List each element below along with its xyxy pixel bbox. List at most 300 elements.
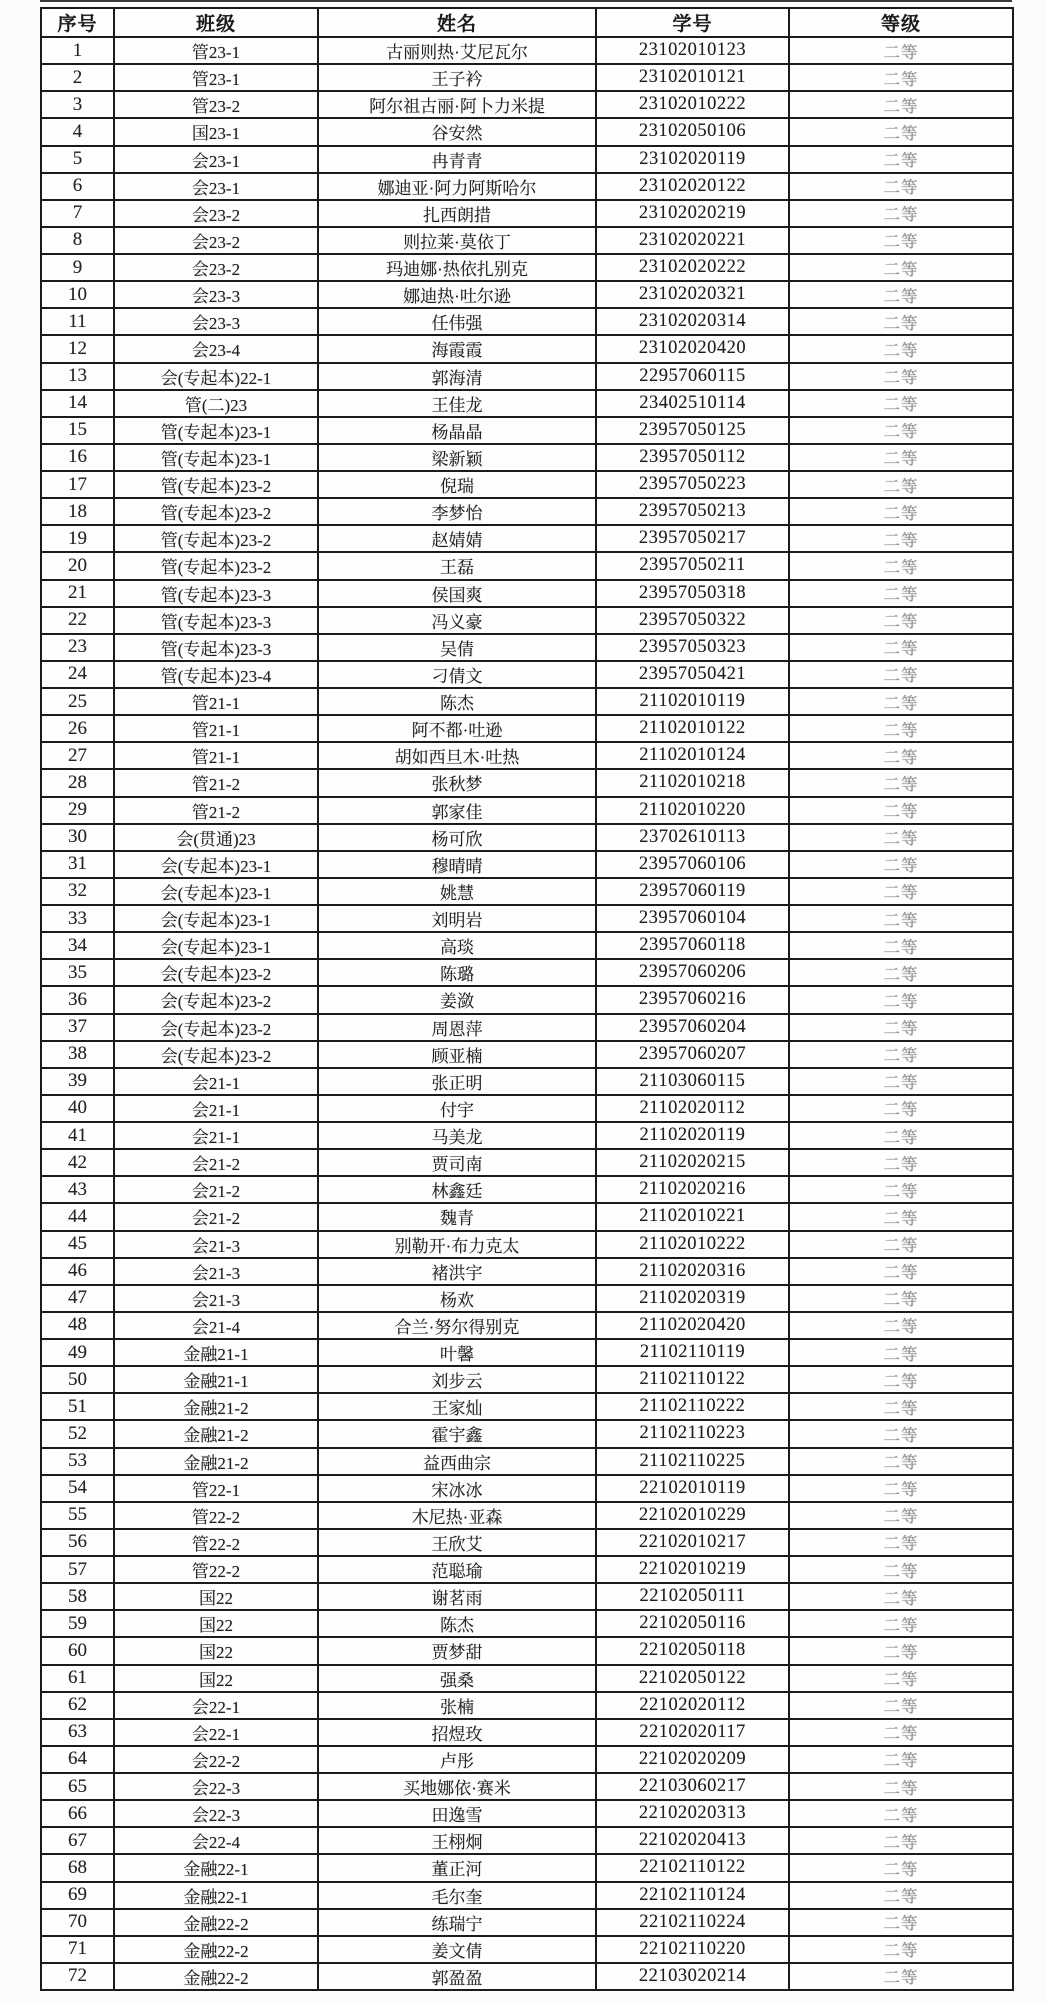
student-name-cell: 王欣艾 xyxy=(318,1529,596,1556)
row-index-cell: 41 xyxy=(41,1122,114,1149)
student-id-cell: 21102110122 xyxy=(596,1366,789,1393)
student-id-cell: 21102110222 xyxy=(596,1393,789,1420)
class-cell: 管(专起本)23-2 xyxy=(114,498,318,525)
student-name-cell: 杨晶晶 xyxy=(318,417,596,444)
grade-cell: 二等 xyxy=(789,1854,1013,1881)
row-index-cell: 4 xyxy=(41,118,114,145)
table-row xyxy=(41,1149,1013,1176)
student-id-cell: 23957050125 xyxy=(596,417,789,444)
row-index-cell: 30 xyxy=(41,824,114,851)
table-row xyxy=(41,1909,1013,1936)
table-row xyxy=(41,91,1013,118)
student-id-cell: 21102010221 xyxy=(596,1203,789,1230)
grade-cell: 二等 xyxy=(789,1719,1013,1746)
row-index-cell: 70 xyxy=(41,1909,114,1936)
table-header-row xyxy=(41,8,1013,37)
class-cell: 金融21-1 xyxy=(114,1339,318,1366)
row-index-cell: 10 xyxy=(41,281,114,308)
table-row xyxy=(41,1637,1013,1664)
student-id-cell: 22102020209 xyxy=(596,1746,789,1773)
table-row xyxy=(41,444,1013,471)
row-index-cell: 65 xyxy=(41,1773,114,1800)
row-index-cell: 50 xyxy=(41,1366,114,1393)
table-row xyxy=(41,878,1013,905)
table-row xyxy=(41,552,1013,579)
class-cell: 会21-3 xyxy=(114,1231,318,1258)
class-cell: 会21-2 xyxy=(114,1203,318,1230)
student-id-cell: 21102020215 xyxy=(596,1149,789,1176)
student-id-cell: 21102110225 xyxy=(596,1448,789,1475)
table-row xyxy=(41,1312,1013,1339)
table-row xyxy=(41,1773,1013,1800)
row-index-cell: 56 xyxy=(41,1529,114,1556)
grade-cell: 二等 xyxy=(789,173,1013,200)
student-name-cell: 张楠 xyxy=(318,1692,596,1719)
class-cell: 管23-1 xyxy=(114,64,318,91)
student-name-cell: 姜文倩 xyxy=(318,1936,596,1963)
row-index-cell: 66 xyxy=(41,1800,114,1827)
class-cell: 管21-1 xyxy=(114,688,318,715)
grade-cell: 二等 xyxy=(789,471,1013,498)
table-row xyxy=(41,1285,1013,1312)
class-cell: 会23-4 xyxy=(114,335,318,362)
table-row xyxy=(41,607,1013,634)
table-row xyxy=(41,1827,1013,1854)
grade-cell: 二等 xyxy=(789,851,1013,878)
student-name-cell: 毛尔奎 xyxy=(318,1882,596,1909)
row-index-cell: 25 xyxy=(41,688,114,715)
student-name-cell: 刘明岩 xyxy=(318,905,596,932)
row-index-cell: 22 xyxy=(41,607,114,634)
student-id-cell: 22957060115 xyxy=(596,363,789,390)
table-row xyxy=(41,1014,1013,1041)
student-id-cell: 23957060206 xyxy=(596,959,789,986)
class-cell: 会23-3 xyxy=(114,281,318,308)
class-cell: 会22-1 xyxy=(114,1719,318,1746)
class-cell: 管22-2 xyxy=(114,1529,318,1556)
student-id-cell: 23957050223 xyxy=(596,471,789,498)
student-name-cell: 梁新颖 xyxy=(318,444,596,471)
student-name-cell: 冯义豪 xyxy=(318,607,596,634)
grade-cell: 二等 xyxy=(789,498,1013,525)
student-name-cell: 叶馨 xyxy=(318,1339,596,1366)
table-row xyxy=(41,742,1013,769)
table-row xyxy=(41,525,1013,552)
header-cell-class: 班级 xyxy=(114,8,318,37)
student-id-cell: 21102020319 xyxy=(596,1285,789,1312)
row-index-cell: 53 xyxy=(41,1448,114,1475)
row-index-cell: 54 xyxy=(41,1475,114,1502)
student-name-cell: 王佳龙 xyxy=(318,390,596,417)
grade-cell: 二等 xyxy=(789,281,1013,308)
row-index-cell: 37 xyxy=(41,1014,114,1041)
table-row xyxy=(41,1203,1013,1230)
student-id-cell: 22102020413 xyxy=(596,1827,789,1854)
grade-cell: 二等 xyxy=(789,227,1013,254)
student-name-cell: 贾梦甜 xyxy=(318,1637,596,1664)
class-cell: 会22-1 xyxy=(114,1692,318,1719)
table-row xyxy=(41,281,1013,308)
student-name-cell: 王磊 xyxy=(318,552,596,579)
row-index-cell: 24 xyxy=(41,661,114,688)
grade-cell: 二等 xyxy=(789,959,1013,986)
student-name-cell: 穆晴晴 xyxy=(318,851,596,878)
grade-cell: 二等 xyxy=(789,1312,1013,1339)
class-cell: 管(专起本)23-3 xyxy=(114,634,318,661)
student-name-cell: 付宇 xyxy=(318,1095,596,1122)
student-id-cell: 22102050118 xyxy=(596,1637,789,1664)
student-name-cell: 陈璐 xyxy=(318,959,596,986)
table-row xyxy=(41,959,1013,986)
table-row xyxy=(41,363,1013,390)
student-name-cell: 谢茗雨 xyxy=(318,1583,596,1610)
class-cell: 金融22-2 xyxy=(114,1909,318,1936)
class-cell: 金融21-2 xyxy=(114,1420,318,1447)
student-name-cell: 娜迪亚·阿力阿斯哈尔 xyxy=(318,173,596,200)
class-cell: 管(专起本)23-3 xyxy=(114,580,318,607)
grade-cell: 二等 xyxy=(789,363,1013,390)
student-id-cell: 23102020321 xyxy=(596,281,789,308)
grade-cell: 二等 xyxy=(789,1610,1013,1637)
student-name-cell: 褚洪宇 xyxy=(318,1258,596,1285)
grade-cell: 二等 xyxy=(789,1122,1013,1149)
row-index-cell: 21 xyxy=(41,580,114,607)
class-cell: 会(专起本)23-1 xyxy=(114,932,318,959)
student-id-cell: 23957050323 xyxy=(596,634,789,661)
student-id-cell: 23957060106 xyxy=(596,851,789,878)
table-row xyxy=(41,118,1013,145)
grade-cell: 二等 xyxy=(789,1529,1013,1556)
student-name-cell: 顾亚楠 xyxy=(318,1041,596,1068)
grade-cell: 二等 xyxy=(789,1475,1013,1502)
row-index-cell: 7 xyxy=(41,200,114,227)
grade-cell: 二等 xyxy=(789,1692,1013,1719)
student-award-table xyxy=(40,7,1014,1991)
table-row xyxy=(41,1122,1013,1149)
student-name-cell: 杨欢 xyxy=(318,1285,596,1312)
student-id-cell: 22102010219 xyxy=(596,1556,789,1583)
class-cell: 会(专起本)23-2 xyxy=(114,1014,318,1041)
grade-cell: 二等 xyxy=(789,335,1013,362)
row-index-cell: 31 xyxy=(41,851,114,878)
class-cell: 国22 xyxy=(114,1665,318,1692)
table-row xyxy=(41,227,1013,254)
student-name-cell: 合兰·努尔得别克 xyxy=(318,1312,596,1339)
table-row xyxy=(41,1068,1013,1095)
class-cell: 金融22-1 xyxy=(114,1882,318,1909)
header-cell-name: 姓名 xyxy=(318,8,596,37)
table-row xyxy=(41,335,1013,362)
class-cell: 管22-1 xyxy=(114,1475,318,1502)
grade-cell: 二等 xyxy=(789,1556,1013,1583)
table-row xyxy=(41,1339,1013,1366)
student-name-cell: 阿不都·吐逊 xyxy=(318,715,596,742)
class-cell: 管21-1 xyxy=(114,742,318,769)
row-index-cell: 45 xyxy=(41,1231,114,1258)
table-row xyxy=(41,1366,1013,1393)
grade-cell: 二等 xyxy=(789,742,1013,769)
student-name-cell: 益西曲宗 xyxy=(318,1448,596,1475)
row-index-cell: 47 xyxy=(41,1285,114,1312)
class-cell: 管22-2 xyxy=(114,1556,318,1583)
student-name-cell: 海霞霞 xyxy=(318,335,596,362)
table-row xyxy=(41,37,1013,64)
class-cell: 金融21-1 xyxy=(114,1366,318,1393)
row-index-cell: 60 xyxy=(41,1637,114,1664)
row-index-cell: 48 xyxy=(41,1312,114,1339)
student-name-cell: 买地娜依·赛米 xyxy=(318,1773,596,1800)
table-row xyxy=(41,146,1013,173)
student-name-cell: 林鑫廷 xyxy=(318,1176,596,1203)
class-cell: 国22 xyxy=(114,1637,318,1664)
student-id-cell: 21103060115 xyxy=(596,1068,789,1095)
table-row xyxy=(41,851,1013,878)
grade-cell: 二等 xyxy=(789,1203,1013,1230)
grade-cell: 二等 xyxy=(789,37,1013,64)
student-id-cell: 23402510114 xyxy=(596,390,789,417)
student-id-cell: 22102020112 xyxy=(596,1692,789,1719)
class-cell: 会21-1 xyxy=(114,1095,318,1122)
table-row xyxy=(41,1936,1013,1963)
grade-cell: 二等 xyxy=(789,769,1013,796)
student-name-cell: 霍宇鑫 xyxy=(318,1420,596,1447)
class-cell: 管(专起本)23-2 xyxy=(114,471,318,498)
row-index-cell: 62 xyxy=(41,1692,114,1719)
student-name-cell: 胡如西旦木·吐热 xyxy=(318,742,596,769)
table-row xyxy=(41,1963,1013,1990)
grade-cell: 二等 xyxy=(789,1746,1013,1773)
class-cell: 金融21-2 xyxy=(114,1393,318,1420)
grade-cell: 二等 xyxy=(789,797,1013,824)
grade-cell: 二等 xyxy=(789,1393,1013,1420)
grade-cell: 二等 xyxy=(789,1882,1013,1909)
student-id-cell: 23957050318 xyxy=(596,580,789,607)
student-id-cell: 23957050211 xyxy=(596,552,789,579)
student-id-cell: 22102050111 xyxy=(596,1583,789,1610)
student-name-cell: 玛迪娜·热依扎别克 xyxy=(318,254,596,281)
grade-cell: 二等 xyxy=(789,390,1013,417)
table-row xyxy=(41,1258,1013,1285)
grade-cell: 二等 xyxy=(789,91,1013,118)
class-cell: 会22-4 xyxy=(114,1827,318,1854)
class-cell: 会23-1 xyxy=(114,173,318,200)
header-cell-grade: 等级 xyxy=(789,8,1013,37)
class-cell: 会23-2 xyxy=(114,200,318,227)
row-index-cell: 28 xyxy=(41,769,114,796)
row-index-cell: 23 xyxy=(41,634,114,661)
grade-cell: 二等 xyxy=(789,607,1013,634)
class-cell: 金融22-2 xyxy=(114,1936,318,1963)
row-index-cell: 9 xyxy=(41,254,114,281)
row-index-cell: 27 xyxy=(41,742,114,769)
student-name-cell: 招煜玫 xyxy=(318,1719,596,1746)
row-index-cell: 2 xyxy=(41,64,114,91)
class-cell: 会(专起本)22-1 xyxy=(114,363,318,390)
class-cell: 会23-2 xyxy=(114,254,318,281)
class-cell: 管22-2 xyxy=(114,1502,318,1529)
row-index-cell: 72 xyxy=(41,1963,114,1990)
student-name-cell: 马美龙 xyxy=(318,1122,596,1149)
student-name-cell: 吴倩 xyxy=(318,634,596,661)
row-index-cell: 19 xyxy=(41,525,114,552)
class-cell: 会22-3 xyxy=(114,1800,318,1827)
student-id-cell: 22103020214 xyxy=(596,1963,789,1990)
student-id-cell: 22102110124 xyxy=(596,1882,789,1909)
row-index-cell: 55 xyxy=(41,1502,114,1529)
class-cell: 会(专起本)23-1 xyxy=(114,878,318,905)
grade-cell: 二等 xyxy=(789,1502,1013,1529)
student-name-cell: 张秋梦 xyxy=(318,769,596,796)
student-id-cell: 22102050116 xyxy=(596,1610,789,1637)
row-index-cell: 35 xyxy=(41,959,114,986)
student-id-cell: 23102020122 xyxy=(596,173,789,200)
student-id-cell: 23102010121 xyxy=(596,64,789,91)
student-id-cell: 23957060207 xyxy=(596,1041,789,1068)
row-index-cell: 61 xyxy=(41,1665,114,1692)
student-name-cell: 则拉莱·莫依丁 xyxy=(318,227,596,254)
student-name-cell: 古丽则热·艾尼瓦尔 xyxy=(318,37,596,64)
row-index-cell: 59 xyxy=(41,1610,114,1637)
student-id-cell: 23102020314 xyxy=(596,308,789,335)
student-name-cell: 倪瑞 xyxy=(318,471,596,498)
student-id-cell: 23102020222 xyxy=(596,254,789,281)
grade-cell: 二等 xyxy=(789,986,1013,1013)
class-cell: 会(专起本)23-1 xyxy=(114,905,318,932)
row-index-cell: 68 xyxy=(41,1854,114,1881)
row-index-cell: 20 xyxy=(41,552,114,579)
row-index-cell: 63 xyxy=(41,1719,114,1746)
class-cell: 会22-3 xyxy=(114,1773,318,1800)
row-index-cell: 16 xyxy=(41,444,114,471)
student-id-cell: 23702610113 xyxy=(596,824,789,851)
grade-cell: 二等 xyxy=(789,1041,1013,1068)
table-header xyxy=(41,8,1013,37)
row-index-cell: 5 xyxy=(41,146,114,173)
grade-cell: 二等 xyxy=(789,1800,1013,1827)
student-name-cell: 阿尔祖古丽·阿卜力米提 xyxy=(318,91,596,118)
row-index-cell: 49 xyxy=(41,1339,114,1366)
row-index-cell: 26 xyxy=(41,715,114,742)
row-index-cell: 1 xyxy=(41,37,114,64)
student-id-cell: 23957060204 xyxy=(596,1014,789,1041)
grade-cell: 二等 xyxy=(789,1149,1013,1176)
student-id-cell: 21102020112 xyxy=(596,1095,789,1122)
student-name-cell: 范聪瑜 xyxy=(318,1556,596,1583)
table-row xyxy=(41,1583,1013,1610)
table-row xyxy=(41,417,1013,444)
student-name-cell: 姜潋 xyxy=(318,986,596,1013)
grade-cell: 二等 xyxy=(789,417,1013,444)
table-row xyxy=(41,1448,1013,1475)
student-id-cell: 21102010218 xyxy=(596,769,789,796)
grade-cell: 二等 xyxy=(789,1936,1013,1963)
student-name-cell: 练瑞宁 xyxy=(318,1909,596,1936)
table-row xyxy=(41,1746,1013,1773)
table-row xyxy=(41,580,1013,607)
student-id-cell: 21102020119 xyxy=(596,1122,789,1149)
student-id-cell: 23102020420 xyxy=(596,335,789,362)
student-name-cell: 谷安然 xyxy=(318,118,596,145)
table-row xyxy=(41,1719,1013,1746)
student-id-cell: 22102110220 xyxy=(596,1936,789,1963)
row-index-cell: 58 xyxy=(41,1583,114,1610)
student-name-cell: 李梦怡 xyxy=(318,498,596,525)
student-id-cell: 23102020221 xyxy=(596,227,789,254)
student-name-cell: 扎西朗措 xyxy=(318,200,596,227)
grade-cell: 二等 xyxy=(789,1637,1013,1664)
table-body xyxy=(41,37,1013,1990)
table-row xyxy=(41,932,1013,959)
class-cell: 会23-1 xyxy=(114,146,318,173)
student-id-cell: 23102050106 xyxy=(596,118,789,145)
table-row xyxy=(41,1095,1013,1122)
row-index-cell: 39 xyxy=(41,1068,114,1095)
grade-cell: 二等 xyxy=(789,634,1013,661)
student-name-cell: 卢彤 xyxy=(318,1746,596,1773)
class-cell: 会21-1 xyxy=(114,1122,318,1149)
grade-cell: 二等 xyxy=(789,1420,1013,1447)
student-id-cell: 23957050421 xyxy=(596,661,789,688)
grade-cell: 二等 xyxy=(789,1909,1013,1936)
student-id-cell: 22102020313 xyxy=(596,1800,789,1827)
table-row xyxy=(41,1556,1013,1583)
student-name-cell: 贾司南 xyxy=(318,1149,596,1176)
grade-cell: 二等 xyxy=(789,824,1013,851)
student-id-cell: 22102110224 xyxy=(596,1909,789,1936)
student-name-cell: 任伟强 xyxy=(318,308,596,335)
table-row xyxy=(41,769,1013,796)
student-id-cell: 23957060104 xyxy=(596,905,789,932)
grade-cell: 二等 xyxy=(789,1583,1013,1610)
table-row xyxy=(41,1393,1013,1420)
class-cell: 会21-4 xyxy=(114,1312,318,1339)
class-cell: 会(专起本)23-2 xyxy=(114,1041,318,1068)
class-cell: 会21-1 xyxy=(114,1068,318,1095)
grade-cell: 二等 xyxy=(789,661,1013,688)
row-index-cell: 57 xyxy=(41,1556,114,1583)
student-name-cell: 郭海清 xyxy=(318,363,596,390)
row-index-cell: 15 xyxy=(41,417,114,444)
class-cell: 会23-2 xyxy=(114,227,318,254)
row-index-cell: 34 xyxy=(41,932,114,959)
class-cell: 管(专起本)23-1 xyxy=(114,417,318,444)
grade-cell: 二等 xyxy=(789,1258,1013,1285)
student-name-cell: 王栩炯 xyxy=(318,1827,596,1854)
row-index-cell: 38 xyxy=(41,1041,114,1068)
row-index-cell: 69 xyxy=(41,1882,114,1909)
grade-cell: 二等 xyxy=(789,580,1013,607)
table-row xyxy=(41,1529,1013,1556)
student-name-cell: 姚慧 xyxy=(318,878,596,905)
grade-cell: 二等 xyxy=(789,1366,1013,1393)
class-cell: 管(专起本)23-3 xyxy=(114,607,318,634)
table-row xyxy=(41,688,1013,715)
row-index-cell: 11 xyxy=(41,308,114,335)
table-row xyxy=(41,1610,1013,1637)
student-id-cell: 22102110122 xyxy=(596,1854,789,1881)
grade-cell: 二等 xyxy=(789,1095,1013,1122)
student-name-cell: 张正明 xyxy=(318,1068,596,1095)
page-crop-edge-line xyxy=(40,0,1012,2)
class-cell: 会(专起本)23-2 xyxy=(114,986,318,1013)
grade-cell: 二等 xyxy=(789,1285,1013,1312)
table-row xyxy=(41,1882,1013,1909)
student-name-cell: 陈杰 xyxy=(318,1610,596,1637)
student-id-cell: 21102020420 xyxy=(596,1312,789,1339)
table-row xyxy=(41,498,1013,525)
row-index-cell: 18 xyxy=(41,498,114,525)
table-row xyxy=(41,1475,1013,1502)
